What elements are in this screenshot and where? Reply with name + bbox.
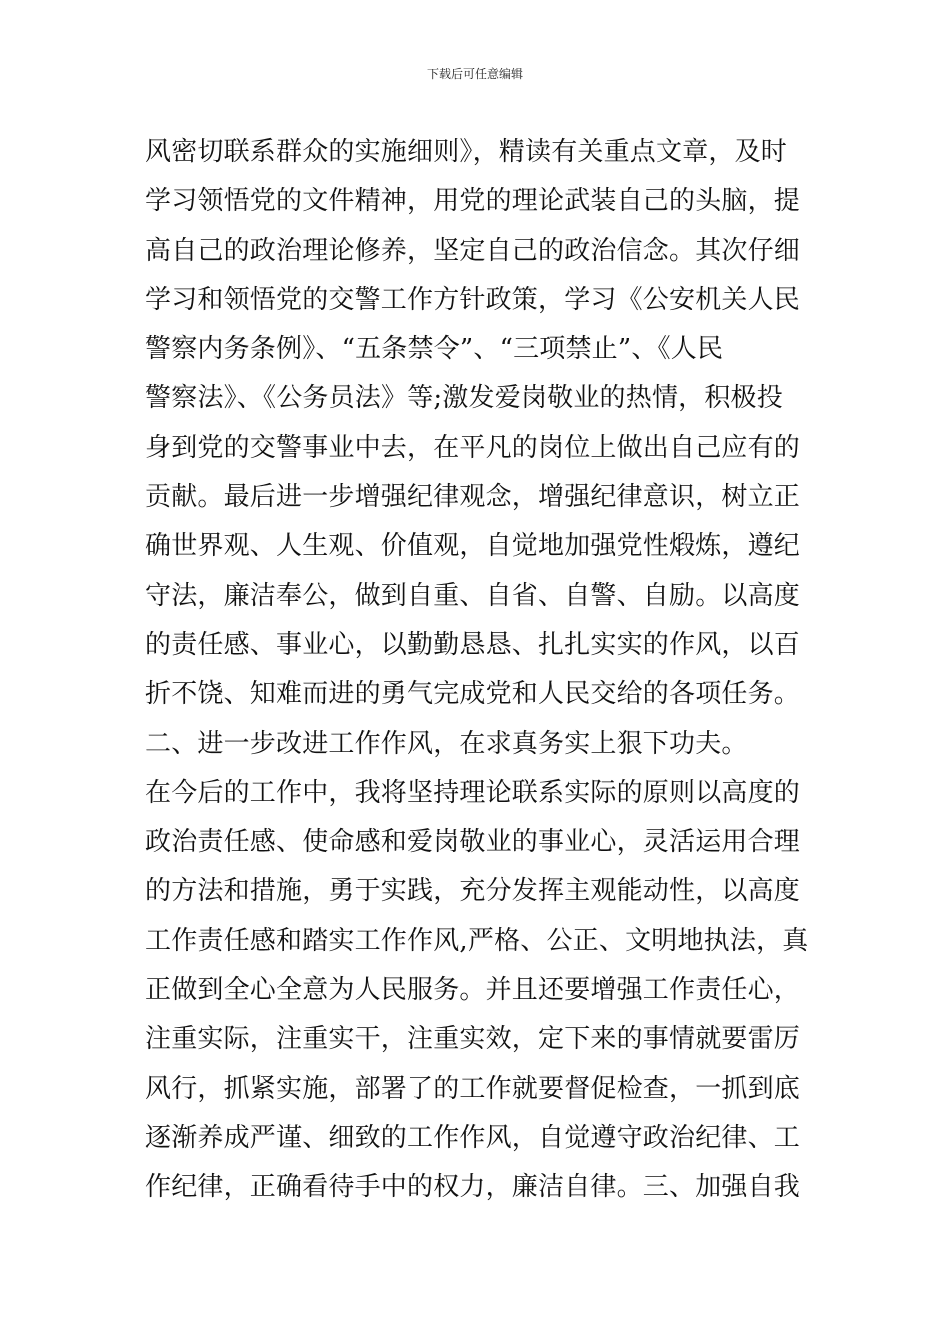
text-line: 警察法》、《公务员法》等;激发爱岗敬业的热情，积极投 [145, 383, 783, 414]
text-line: 学习领悟党的文件精神，用党的理论武装自己的头脑，提 [145, 186, 801, 217]
text-line: 在今后的工作中，我将坚持理论联系实际的原则以高度的 [145, 777, 801, 808]
text-line: 确世界观、人生观、价值观，自觉地加强党性煅炼，遵纪 [145, 531, 801, 562]
text-line: 作纪律，正确看待手中的权力，廉洁自律。三、加强自我 [145, 1172, 801, 1203]
section-heading: 二、进一步改进工作作风，在求真务实上狠下功夫。 [145, 728, 748, 759]
page-header: 下载后可任意编辑 [426, 67, 523, 81]
text-line: 的责任感、事业心，以勤勤恳恳、扎扎实实的作风，以百 [145, 629, 801, 660]
text-line: 身到党的交警事业中去，在平凡的岗位上做出自己应有的 [145, 432, 801, 463]
text-line: 逐渐养成严谨、细致的工作作风，自觉遵守政治纪律、工 [145, 1122, 801, 1153]
text-line: 注重实际，注重实干，注重实效，定下来的事情就要雷厉 [145, 1024, 801, 1055]
text-line: 学习和领悟党的交警工作方针政策，学习《公安机关人民 [145, 284, 801, 315]
text-line: 风密切联系群众的实施细则》，精读有关重点文章，及时 [145, 137, 788, 167]
text-line: 贡献。最后进一步增强纪律观念，增强纪律意识，树立正 [145, 482, 801, 513]
text-line: 警察内务条例》、“五条禁令”、“三项禁止”、《人民 [145, 334, 724, 365]
text-line: 折不饶、知难而进的勇气完成党和人民交给的各项任务。 [145, 679, 801, 710]
text-line: 工作责任感和踏实工作作风,严格、公正、文明地执法，真 [145, 925, 809, 956]
text-line: 的方法和措施，勇于实践，充分发挥主观能动性，以高度 [145, 876, 801, 907]
text-line: 正做到全心全意为人民服务。并且还要增强工作责任心， [145, 975, 801, 1006]
text-line: 政治责任感、使命感和爱岗敬业的事业心，灵活运用合理 [145, 827, 801, 858]
body-text [145, 128, 815, 1213]
text-line: 守法，廉洁奉公，做到自重、自省、自警、自励。以高度 [145, 580, 801, 611]
text-line: 高自己的政治理论修养，坚定自己的政治信念。其次仔细 [145, 235, 801, 266]
text-line: 风行，抓紧实施，部署了的工作就要督促检查，一抓到底 [145, 1073, 801, 1104]
